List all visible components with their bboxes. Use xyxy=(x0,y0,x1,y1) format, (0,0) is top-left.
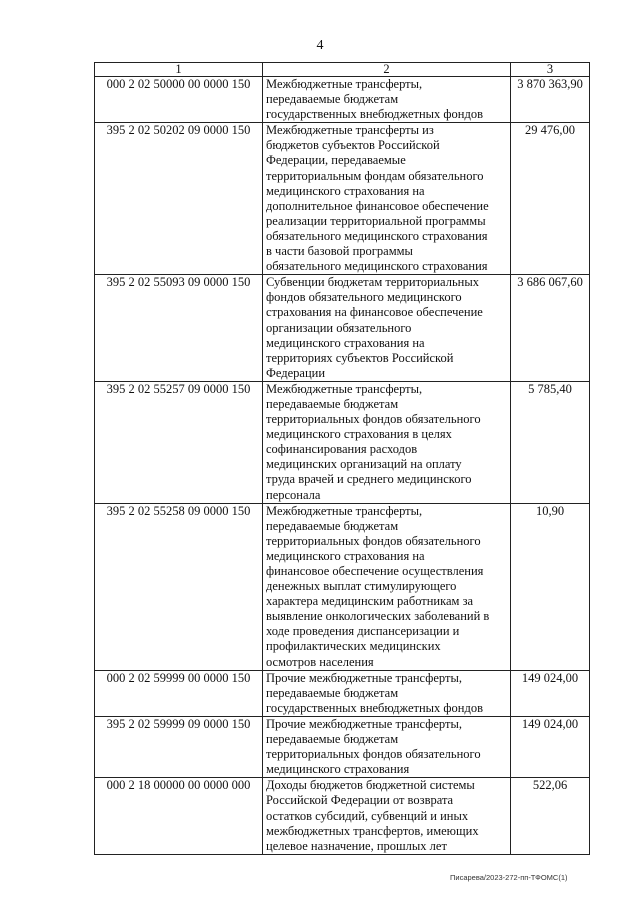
table-header-row xyxy=(95,63,590,77)
income-name-line: передаваемые бюджетам xyxy=(266,396,399,411)
amount-value: 522,06 xyxy=(511,778,590,854)
amount-value: 3 870 363,90 xyxy=(511,77,590,123)
income-name-line: обязательного медицинского страхования xyxy=(266,228,488,243)
income-name-line: Межбюджетные трансферты из xyxy=(266,123,434,138)
income-name-line: передаваемые бюджетам xyxy=(266,92,399,107)
income-name-line: организации обязательного xyxy=(266,320,412,335)
income-name-line: фондов обязательного медицинского xyxy=(266,290,462,305)
income-name-line: Межбюджетные трансферты, xyxy=(266,77,423,91)
classification-code: 000 2 02 59999 00 0000 150 xyxy=(95,670,263,716)
income-name-line: медицинских организаций на оплату xyxy=(266,457,462,472)
income-name-line: территориях субъектов Российской xyxy=(266,350,454,365)
income-name-line: передаваемые бюджетам xyxy=(266,518,399,533)
income-name-line: медицинского страхования на xyxy=(266,548,425,563)
income-name-line: дополнительное финансовое обеспечение xyxy=(266,198,489,213)
income-name xyxy=(263,77,511,123)
income-name-line: бюджетов субъектов Российской xyxy=(266,138,440,153)
column-header-amount: 3 xyxy=(511,63,590,77)
income-name-line: Прочие межбюджетные трансферты, xyxy=(266,716,462,731)
income-name-line: государственных внебюджетных фондов xyxy=(266,700,483,715)
income-name-line: территориальных фондов обязательного xyxy=(266,533,481,548)
income-name-line: передаваемые бюджетам xyxy=(266,732,399,747)
income-name-line: Субвенции бюджетам территориальных xyxy=(266,275,479,290)
income-name xyxy=(263,778,511,854)
income-name-line: Межбюджетные трансферты, xyxy=(266,381,423,396)
income-name xyxy=(263,716,511,777)
income-name-line: страхования на финансовое обеспечение xyxy=(266,305,483,320)
income-name-line: Межбюджетные трансферты, xyxy=(266,503,423,518)
income-name-line: денежных выплат стимулирующего xyxy=(266,579,457,594)
income-name-line: территориальных фондов обязательного xyxy=(266,412,481,427)
income-name-line: государственных внебюджетных фондов xyxy=(266,107,483,122)
table-row xyxy=(95,381,590,503)
column-header-name: 2 xyxy=(263,63,511,77)
income-name-line: выявление онкологических заболеваний в xyxy=(266,609,490,624)
income-name xyxy=(263,670,511,716)
table-row xyxy=(95,716,590,777)
amount-value: 10,90 xyxy=(511,503,590,670)
income-name-line: остатков субсидий, субвенций и иных xyxy=(266,808,469,823)
amount-value: 3 686 067,60 xyxy=(511,275,590,382)
income-name-line: в части базовой программы xyxy=(266,244,413,259)
column-header-code: 1 xyxy=(95,63,263,77)
classification-code: 395 2 02 55257 09 0000 150 xyxy=(95,381,263,503)
income-name-line: обязательного медицинского страхования xyxy=(266,259,488,274)
amount-value: 149 024,00 xyxy=(511,716,590,777)
income-name-line: осмотров населения xyxy=(266,654,374,669)
income-name-line: медицинского страхования на xyxy=(266,183,425,198)
table-row xyxy=(95,275,590,382)
income-name-line: медицинского страхования на xyxy=(266,335,425,350)
income-name-line: ходе проведения диспансеризации и xyxy=(266,624,460,639)
table-row xyxy=(95,778,590,854)
classification-code: 000 2 02 50000 00 0000 150 xyxy=(95,77,263,123)
amount-value: 29 476,00 xyxy=(511,123,590,275)
income-name-line: софинансирования расходов xyxy=(266,442,418,457)
income-name xyxy=(263,381,511,503)
income-table xyxy=(94,62,590,855)
income-name-line: реализации территориальной программы xyxy=(266,213,486,228)
income-name-line: Федерации, передаваемые xyxy=(266,153,406,168)
income-name xyxy=(263,123,511,275)
classification-code: 395 2 02 59999 09 0000 150 xyxy=(95,716,263,777)
income-name-line: целевое назначение, прошлых лет xyxy=(266,838,447,853)
classification-code: 395 2 02 55093 09 0000 150 xyxy=(95,275,263,382)
amount-value: 5 785,40 xyxy=(511,381,590,503)
income-name-line: Прочие межбюджетные трансферты, xyxy=(266,670,462,685)
income-name xyxy=(263,503,511,670)
income-name-line: труда врачей и среднего медицинского xyxy=(266,472,472,487)
income-name-line: профилактических медицинских xyxy=(266,639,441,654)
income-name-line: медицинского страхования в целях xyxy=(266,427,452,442)
classification-code: 395 2 02 50202 09 0000 150 xyxy=(95,123,263,275)
income-name-line: персонала xyxy=(266,487,321,502)
document-footer-id: Писарева/2023-272-пп-ТФОМС(1) xyxy=(450,873,568,882)
income-name-line: территориальных фондов обязательного xyxy=(266,747,481,762)
table-row xyxy=(95,503,590,670)
classification-code: 000 2 18 00000 00 0000 000 xyxy=(95,778,263,854)
income-name-line: финансовое обеспечение осуществления xyxy=(266,564,484,578)
income-name-line: передаваемые бюджетам xyxy=(266,685,399,700)
income-name-line: Федерации xyxy=(266,365,326,380)
income-name-line: Доходы бюджетов бюджетной системы xyxy=(266,778,475,793)
page-number: 4 xyxy=(316,38,324,53)
amount-value: 149 024,00 xyxy=(511,670,590,716)
table-row xyxy=(95,77,590,123)
table-row xyxy=(95,123,590,275)
income-name-line: территориальным фондам обязательного xyxy=(266,168,484,183)
income-name-line: медицинского страхования xyxy=(266,762,410,777)
table-body xyxy=(95,77,590,855)
table-row xyxy=(95,670,590,716)
income-name-line: характера медицинским работникам за xyxy=(266,594,474,609)
income-name xyxy=(263,275,511,382)
income-name-line: межбюджетных трансфертов, имеющих xyxy=(266,823,479,838)
classification-code: 395 2 02 55258 09 0000 150 xyxy=(95,503,263,670)
income-name-line: Российской Федерации от возврата xyxy=(266,793,454,808)
